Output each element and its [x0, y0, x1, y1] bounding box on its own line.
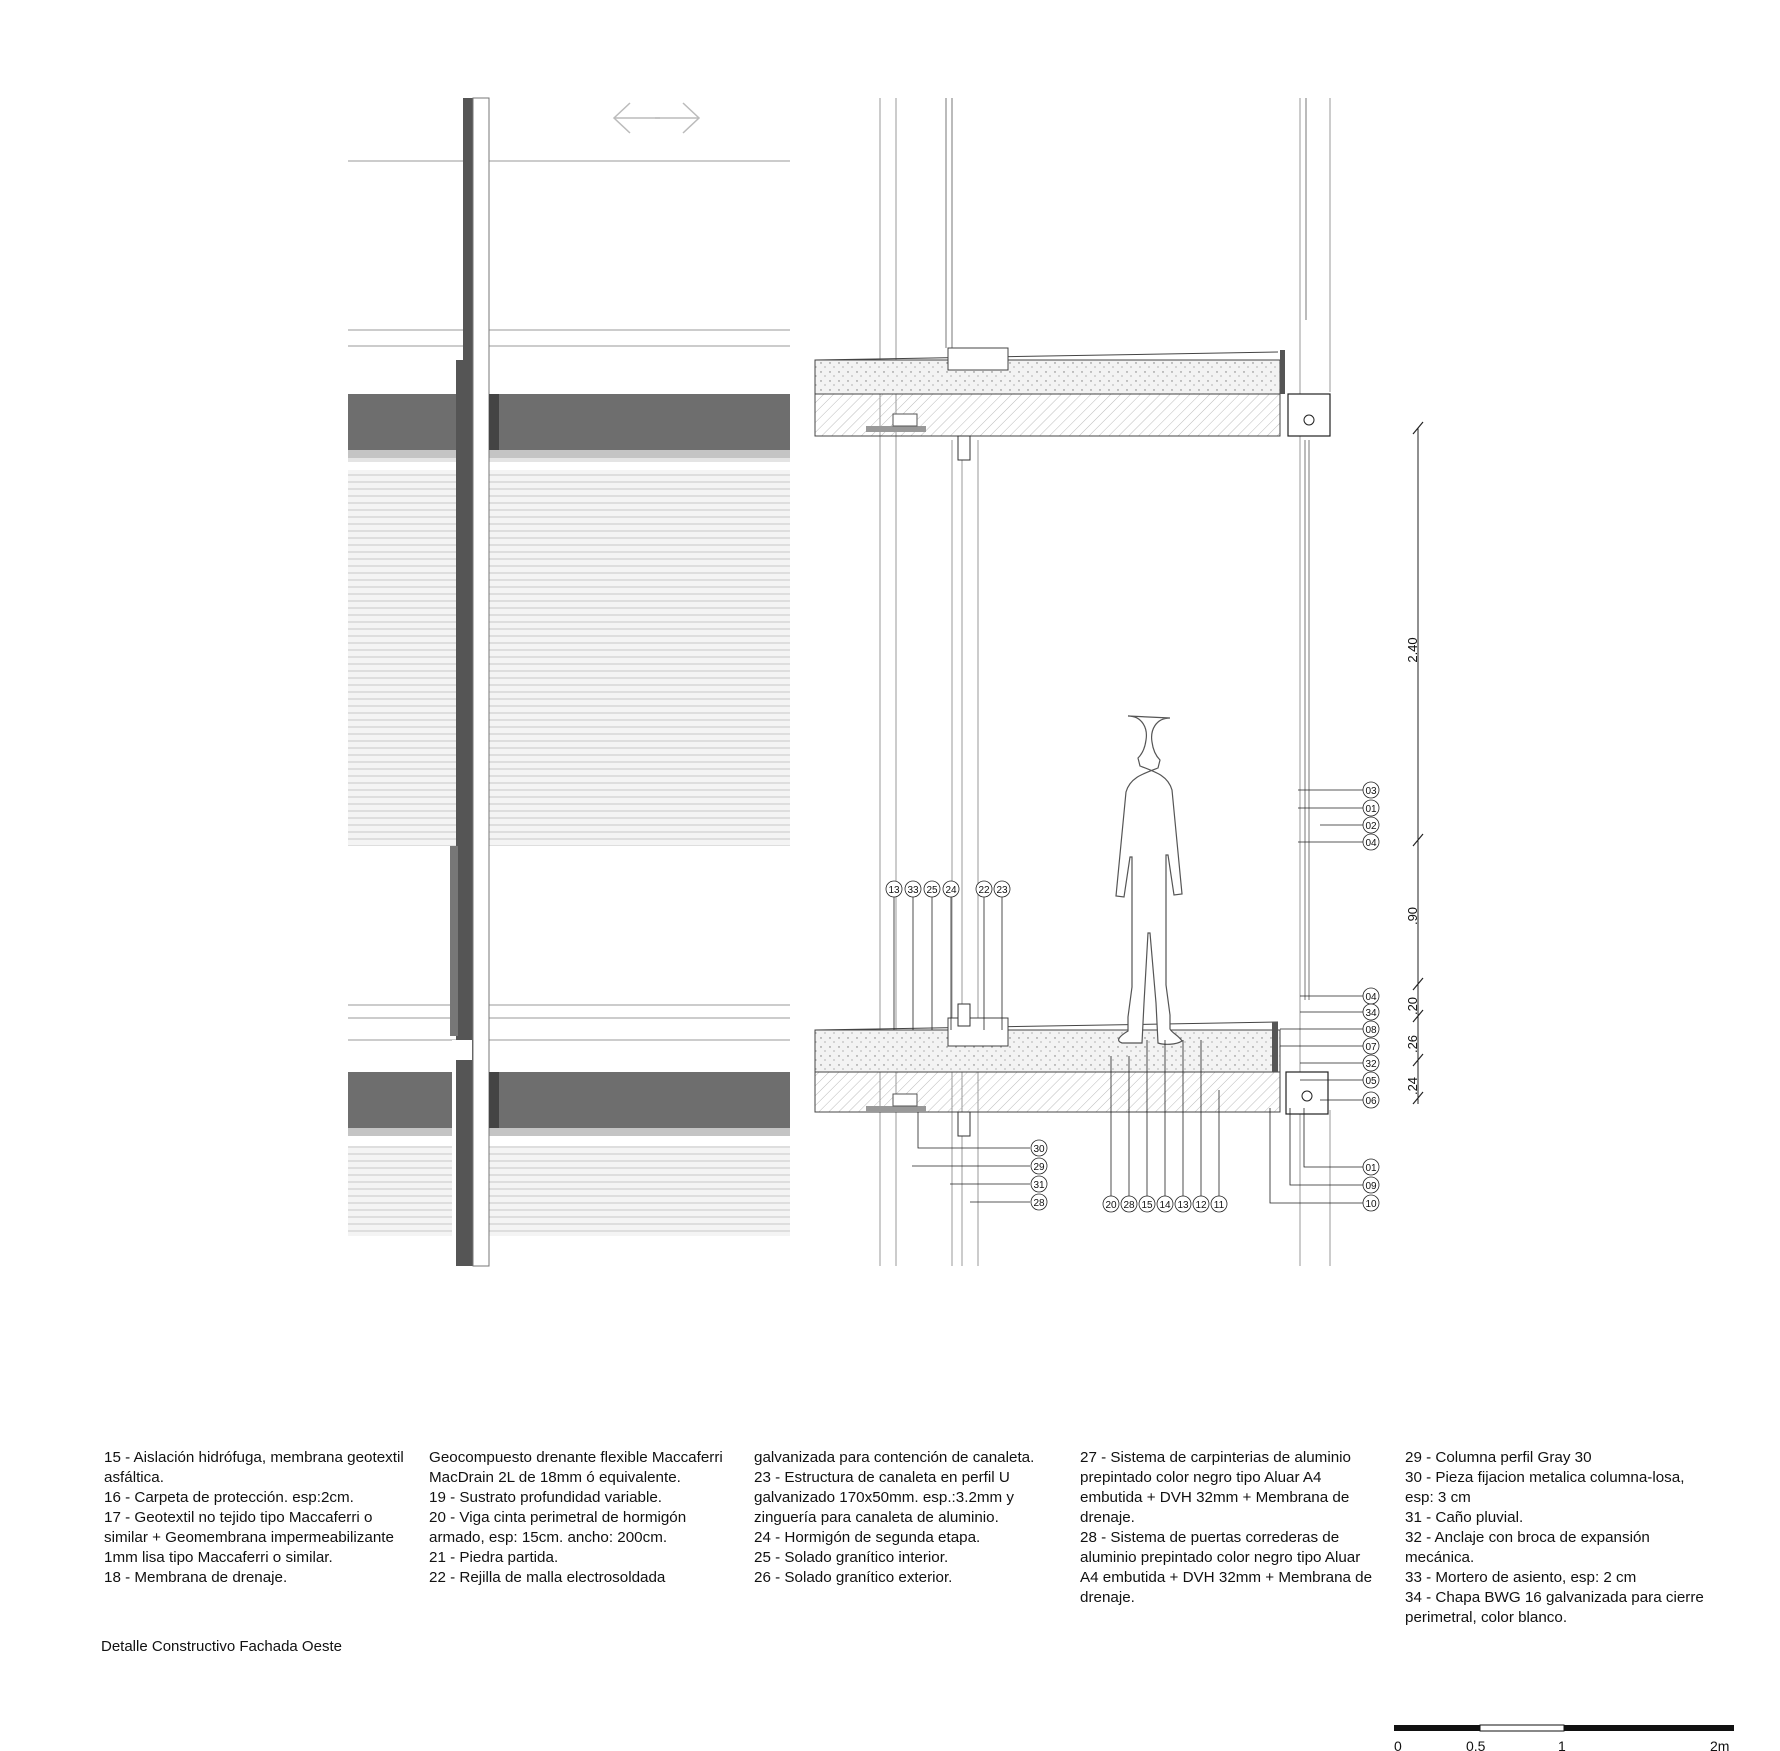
legend-item: 22 - Rejilla de malla electrosoldada — [429, 1569, 666, 1586]
legend-column-4 — [1080, 1448, 1380, 1608]
callout-tag: 01 — [1365, 1163, 1377, 1174]
legend-column-1 — [104, 1448, 404, 1588]
callout-tag: 06 — [1365, 1096, 1377, 1107]
callout-tag: 33 — [907, 885, 919, 896]
facade-elevation — [348, 98, 790, 1266]
callout-tag: 08 — [1365, 1025, 1377, 1036]
dimension-label: .26 — [1405, 1034, 1420, 1054]
callout-tag: 05 — [1365, 1076, 1377, 1087]
wall-section — [815, 98, 1423, 1266]
callout-tag: 28 — [1033, 1198, 1045, 1209]
callout-tag: 07 — [1365, 1042, 1377, 1053]
legend-item: 30 - Pieza fijacion metalica columna-losa, esp: 3 cm — [1405, 1469, 1685, 1506]
callout-tag: 01 — [1365, 804, 1377, 815]
legend-column-3 — [754, 1448, 1054, 1588]
scale-label: 2m — [1710, 1738, 1730, 1751]
legend-item: 33 - Mortero de asiento, esp: 2 cm — [1405, 1569, 1637, 1586]
dimension-label: .20 — [1405, 996, 1420, 1016]
callout-tag: 30 — [1033, 1144, 1045, 1155]
legend-item: 23 - Estructura de canaleta en perfil U galvanizado 170x50mm. esp.:3.2mm y zinguería para canaleta de aluminio. — [754, 1469, 1015, 1526]
scale-label: 0 — [1394, 1738, 1402, 1751]
callout-tag: 04 — [1365, 992, 1377, 1003]
callout-tag: 15 — [1141, 1200, 1153, 1211]
callout-tag: 29 — [1033, 1162, 1045, 1173]
legend-item: 15 - Aislación hidrófuga, membrana geotextil asfáltica. — [104, 1449, 404, 1486]
callout-tag: 09 — [1365, 1181, 1377, 1192]
person-silhouette-icon — [1116, 716, 1182, 1044]
callout-tag: 28 — [1123, 1200, 1135, 1211]
legend-item: 19 - Sustrato profundidad variable. — [429, 1489, 663, 1506]
callout-tag: 10 — [1365, 1199, 1377, 1210]
legend-item: 34 - Chapa BWG 16 galvanizada para cierre perimetral, color blanco. — [1405, 1589, 1704, 1626]
callout-tag: 34 — [1365, 1008, 1377, 1019]
legend-item: 32 - Anclaje con broca de expansión mecánica. — [1405, 1529, 1650, 1566]
callout-tag: 13 — [888, 885, 900, 896]
callout-tag: 20 — [1105, 1200, 1117, 1211]
legend-item: 24 - Hormigón de segunda etapa. — [754, 1529, 981, 1546]
callout-tag: 13 — [1177, 1200, 1189, 1211]
legend-item: 20 - Viga cinta perimetral de hormigón armado, esp: 15cm. ancho: 200cm. — [429, 1509, 687, 1546]
legend-item: 31 - Caño pluvial. — [1405, 1509, 1524, 1526]
callout-tag: 24 — [945, 885, 957, 896]
callout-tag: 32 — [1365, 1059, 1377, 1070]
legend-item: 18 - Membrana de drenaje. — [104, 1569, 288, 1586]
callout-tag: 03 — [1365, 786, 1377, 797]
legend-item: Geocompuesto drenante flexible Maccaferri MacDrain 2L de 18mm ó equivalente. — [429, 1449, 723, 1486]
legend-item: galvanizada para contención de canaleta. — [754, 1449, 1035, 1466]
callout-tag: 02 — [1365, 821, 1377, 832]
callout-tag: 12 — [1195, 1200, 1207, 1211]
direction-arrows-icon — [614, 103, 699, 133]
callout-tag: 25 — [926, 885, 938, 896]
dimension-label: 2.40 — [1405, 637, 1420, 663]
legend-item: 17 - Geotextil no tejido tipo Maccaferri o similar + Geomembrana impermeabilizante 1mm lisa tipo Maccaferri o similar. — [104, 1509, 394, 1566]
dimension-label: .24 — [1405, 1076, 1420, 1096]
scale-label: 0.5 — [1466, 1738, 1486, 1751]
legend-column-5 — [1405, 1448, 1705, 1628]
legend-item: 16 - Carpeta de protección. esp:2cm. — [104, 1489, 354, 1506]
legend-item: 21 - Piedra partida. — [429, 1549, 559, 1566]
callout-tag: 04 — [1365, 838, 1377, 849]
callout-tag: 31 — [1033, 1180, 1045, 1191]
dimension-label: .90 — [1405, 906, 1420, 926]
legend-item: 27 - Sistema de carpinterias de aluminio prepintado color negro tipo Aluar A4 embutida + DVH 32mm + Membrana de drenaje. — [1080, 1449, 1351, 1526]
legend-item: 25 - Solado granítico interior. — [754, 1549, 949, 1566]
scale-label: 1 — [1558, 1738, 1566, 1751]
callout-tag: 22 — [978, 885, 990, 896]
callout-tag: 23 — [996, 885, 1008, 896]
callout-tag: 11 — [1213, 1200, 1225, 1211]
scale-bar — [1394, 1725, 1734, 1731]
legend-item: 26 - Solado granítico exterior. — [754, 1569, 953, 1586]
drawing-caption: Detalle Constructivo Fachada Oeste — [101, 1638, 342, 1655]
legend-item: 28 - Sistema de puertas correderas de aluminio prepintado color negro tipo Aluar A4 embutida + DVH 32mm + Membrana de drenaje. — [1080, 1529, 1373, 1606]
callout-tag: 14 — [1159, 1200, 1171, 1211]
legend-column-2 — [429, 1448, 729, 1588]
legend-item: 29 - Columna perfil Gray 30 — [1405, 1449, 1592, 1466]
